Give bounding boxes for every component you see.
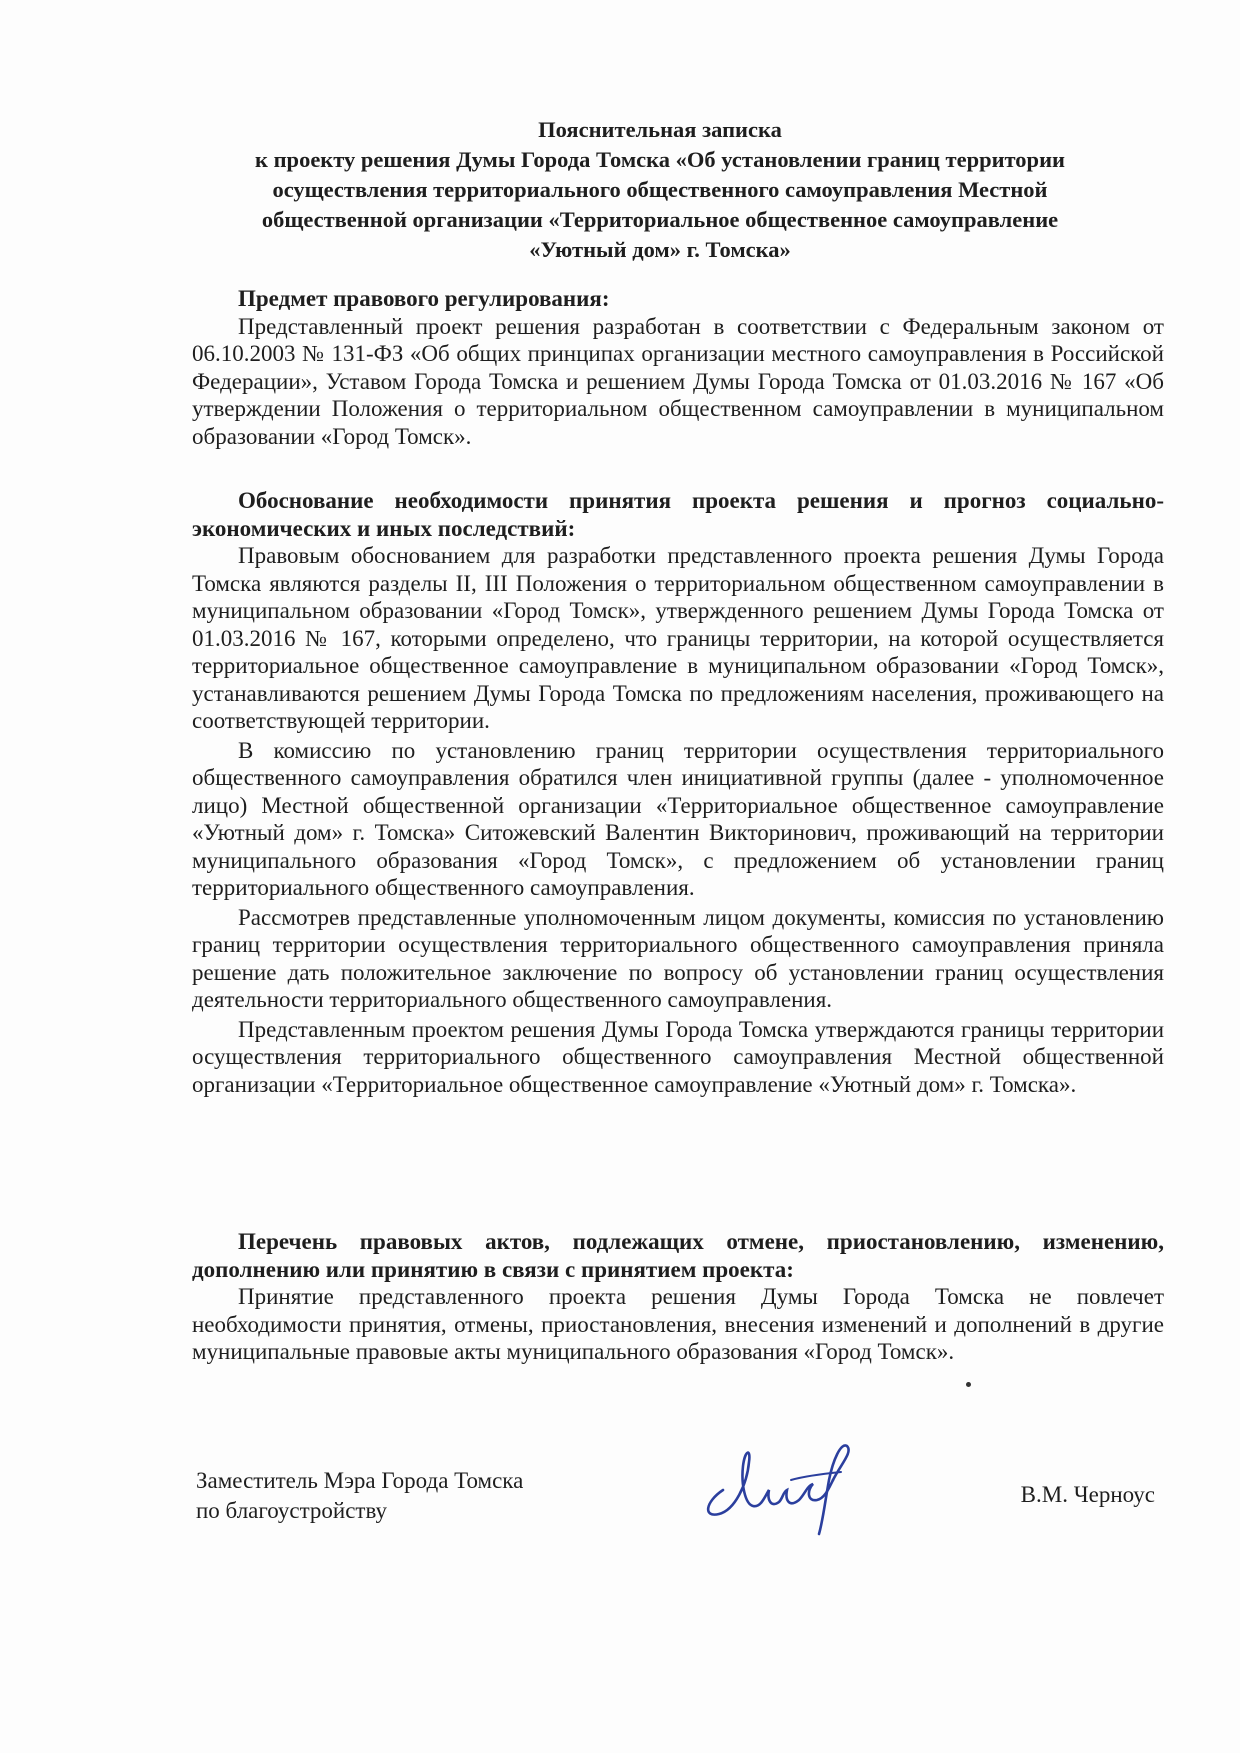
title-line: к проекту решения Думы Города Томска «Об установлении границ территории bbox=[255, 147, 1065, 172]
title-line: Пояснительная записка bbox=[538, 117, 782, 142]
signature-stroke bbox=[708, 1453, 833, 1515]
document-title bbox=[160, 115, 1160, 265]
title-line: осуществления территориального общественного самоуправления Местной bbox=[272, 177, 1048, 202]
section-legal-subject bbox=[192, 285, 1164, 450]
paragraph: В комиссию по установлению границ территории осуществления территориального общественного самоуправления обратился член инициативной группы (далее - уполномоченное лицо) Местной общественной организации «Территориальное общественное самоуправление «Уютный дом» г. Томска» Ситожевский Валентин Викторинович, проживающий на территории муниципального образования «Город Томск», с предложением об установлении границ территориального общественного самоуправления. bbox=[192, 737, 1164, 900]
signatory-position bbox=[196, 1466, 523, 1526]
paragraph: Правовым обоснованием для разработки представленного проекта решения Думы Города Томска являются разделы II, III Положения о территориальном общественном самоуправлении в муниципальном образовании «Город Томск», утвержденного решением Думы Города Томска от 01.03.2016 № 167, которыми определено, что границы территории, на которой осуществляется территориальное общественное самоуправление в муниципальном образовании «Город Томск», устанавливаются решением Думы Города Томска по предложениям населения, проживающего на соответствующей территории. bbox=[192, 543, 1164, 733]
title-line: «Уютный дом» г. Томска» bbox=[529, 237, 791, 262]
paragraph: Представленный проект решения разработан в соответствии с Федеральным законом от 06.10.2003 № 131-ФЗ «Об общих принципах организации местного самоуправления в Российской Федерации», Уставом Города Томска и решением Думы Города Томска от 01.03.2016 № 167 «Об утверждении Положения о территориальном общественном самоуправлении в муниципальном образовании «Город Томск». bbox=[192, 313, 1164, 449]
section-justification bbox=[192, 487, 1164, 1098]
section-heading: Предмет правового регулирования: bbox=[238, 286, 610, 311]
paragraph: Принятие представленного проекта решения Думы Города Томска не повлечет необходимости принятия, отмены, приостановления, внесения изменений и дополнений в другие муниципальные правовые акты муниципального образования «Город Томск». bbox=[192, 1284, 1164, 1364]
section-heading: Перечень правовых актов, подлежащих отмене, приостановлению, изменению, дополнению или принятию в связи с принятием проекта: bbox=[192, 1229, 1164, 1282]
section-heading: Обоснование необходимости принятия проекта решения и прогноз социально-экономических и иных последствий: bbox=[192, 488, 1164, 541]
position-line: Заместитель Мэра Города Томска bbox=[196, 1468, 524, 1493]
signature-stroke bbox=[819, 1445, 849, 1534]
position-line: по благоустройству bbox=[196, 1498, 388, 1523]
stray-dot bbox=[966, 1382, 971, 1387]
paragraph: Представленным проектом решения Думы Города Томска утверждаются границы территории осуществления территориального общественного самоуправления Местной общественной организации «Территориальное общественное самоуправление «Уютный дом» г. Томска». bbox=[192, 1016, 1164, 1097]
signatory-name: В.М. Черноус bbox=[1020, 1482, 1155, 1507]
handwritten-signature bbox=[695, 1440, 865, 1540]
section-legal-acts bbox=[192, 1228, 1164, 1366]
paragraph: Рассмотрев представленные уполномоченным лицом документы, комиссия по установлению границ территории осуществления территориального общественного самоуправления приняла решение дать положительное заключение по вопросу об установлении границ осуществления деятельности территориального общественного самоуправления. bbox=[192, 904, 1164, 1012]
title-line: общественной организации «Территориальное общественное самоуправление bbox=[261, 207, 1059, 232]
